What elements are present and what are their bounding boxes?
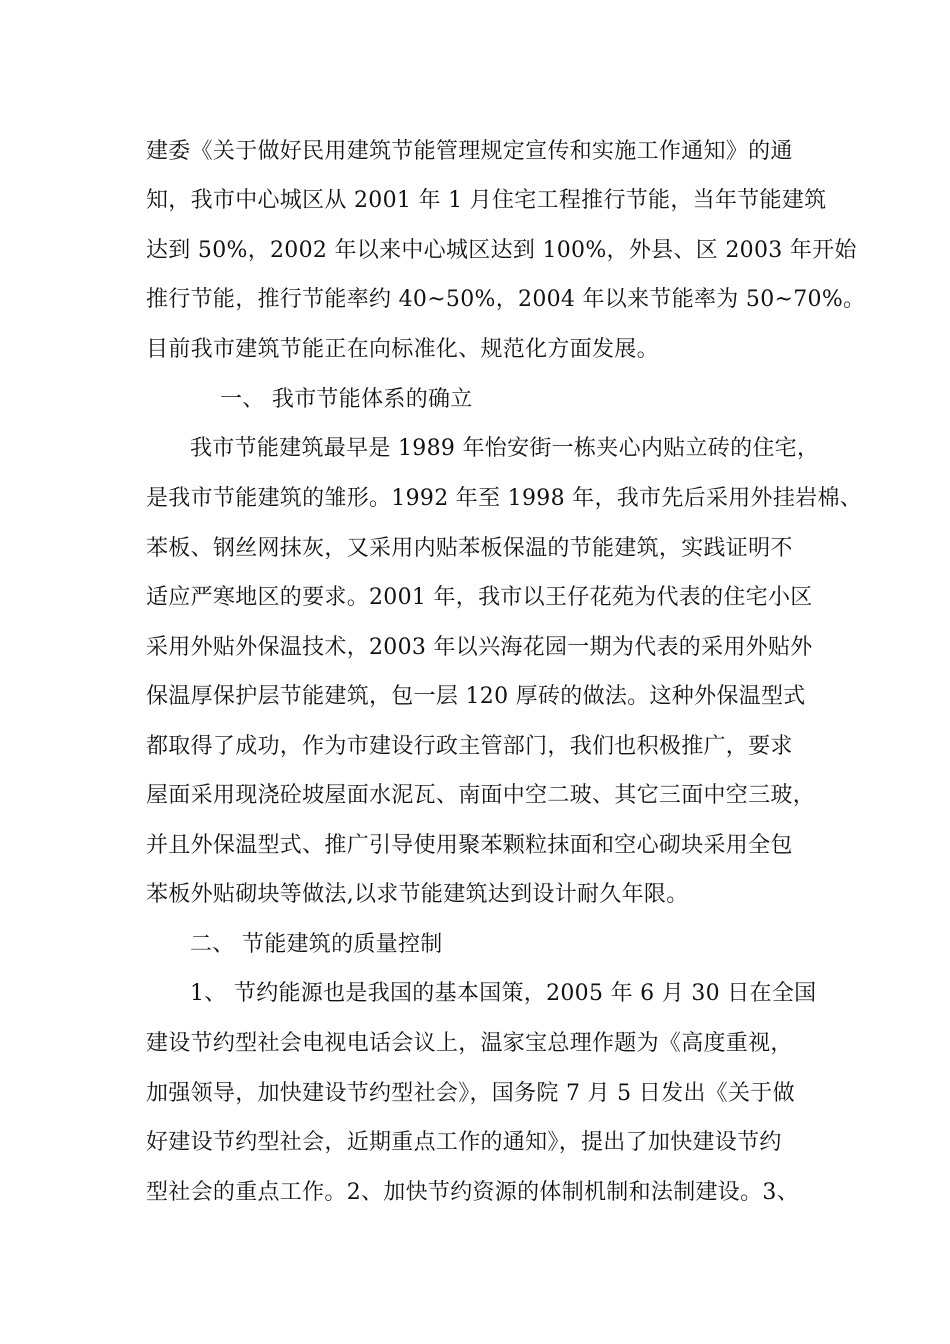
text-line: 都取得了成功，作为市建设行政主管部门，我们也积极推广，要求 bbox=[146, 734, 793, 759]
text-line: 好建设节约型社会，近期重点工作的通知》，提出了加快建设节约 bbox=[146, 1130, 782, 1155]
text-line: 1、 节约能源也是我国的基本国策，2005 年 6 月 30 日在全国 bbox=[190, 981, 817, 1006]
text-line: 达到 50%，2002 年以来中心城区达到 100%，外县、区 2003 年开始 bbox=[146, 238, 857, 263]
section-heading: 一、 我市节能体系的确立 bbox=[220, 387, 473, 412]
text-line: 苯板外贴砌块等做法,以求节能建筑达到设计耐久年限。 bbox=[146, 882, 689, 907]
text-line: 知，我市中心城区从 2001 年 1 月住宅工程推行节能，当年节能建筑 bbox=[146, 188, 827, 213]
text-line: 适应严寒地区的要求。2001 年，我市以王仔花苑为代表的住宅小区 bbox=[146, 585, 813, 610]
text-line: 屋面采用现浇砼坡屋面水泥瓦、南面中空二玻、其它三面中空三玻， bbox=[146, 783, 816, 808]
text-line: 并且外保温型式、推广引导使用聚苯颗粒抹面和空心砌块采用全包 bbox=[146, 833, 793, 858]
text-line: 我市节能建筑最早是 1989 年怡安街一栋夹心内贴立砖的住宅， bbox=[190, 436, 820, 461]
text-line: 保温厚保护层节能建筑，包一层 120 厚砖的做法。这种外保温型式 bbox=[146, 684, 806, 709]
text-line: 苯板、钢丝网抹灰，又采用内贴苯板保温的节能建筑，实践证明不 bbox=[146, 536, 793, 561]
text-line: 建委《关于做好民用建筑节能管理规定宣传和实施工作通知》的通 bbox=[146, 139, 793, 164]
text-line: 型社会的重点工作。2、加快节约资源的体制机制和法制建设。3、 bbox=[146, 1180, 799, 1205]
text-line: 推行节能，推行节能率约 40~50%，2004 年以来节能率为 50~70%。 bbox=[146, 287, 866, 312]
section-heading: 二、 节能建筑的质量控制 bbox=[190, 932, 443, 957]
text-line: 是我市节能建筑的雏形。1992 年至 1998 年，我市先后采用外挂岩棉、 bbox=[146, 486, 863, 511]
text-line: 采用外贴外保温技术，2003 年以兴海花园一期为代表的采用外贴外 bbox=[146, 635, 813, 660]
text-line: 目前我市建筑节能正在向标准化、规范化方面发展。 bbox=[146, 337, 659, 362]
text-line: 加强领导，加快建设节约型社会》，国务院 7 月 5 日发出《关于做 bbox=[146, 1081, 795, 1106]
text-line: 建设节约型社会电视电话会议上，温家宝总理作题为《高度重视， bbox=[146, 1031, 793, 1056]
